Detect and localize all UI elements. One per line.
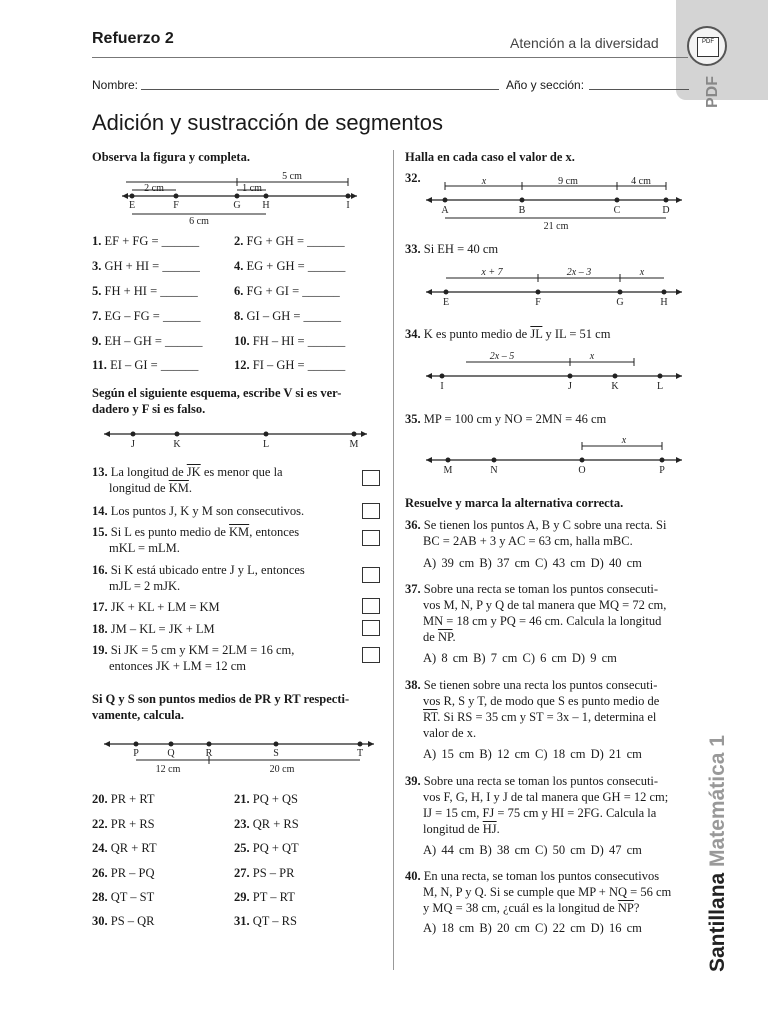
measure-21cm: 21 cm xyxy=(543,221,569,232)
exercise-29 xyxy=(234,890,295,905)
exercise-text: EG + GH = ______ xyxy=(246,259,346,273)
point-n xyxy=(492,458,497,463)
exercise-number: 4. xyxy=(234,259,244,273)
section-calcula-line1: Si Q y S son puntos medios de PR y RT respecti- xyxy=(92,692,350,706)
exercise-6 xyxy=(234,284,340,299)
question-text: vos M, N, P y Q de tal manera que MQ = 72 cm, xyxy=(423,598,667,612)
question-number: 39. xyxy=(405,774,421,788)
question-text: vos F, G, H, I y J de tal manera que GH = 12 cm; xyxy=(423,790,669,804)
label-n: N xyxy=(490,465,498,476)
question-16 xyxy=(92,562,305,594)
exercise-24 xyxy=(92,841,157,856)
arrow-left-icon xyxy=(426,373,432,379)
point-m xyxy=(446,458,451,463)
exercise-text: QR + RT xyxy=(110,841,157,855)
answer-box-18[interactable] xyxy=(362,620,380,636)
exercise-text: PQ + QS xyxy=(252,792,299,806)
exercise-20 xyxy=(92,792,155,807)
figure-abcd xyxy=(420,172,688,234)
label-m: M xyxy=(443,465,453,476)
exercise-number: 2. xyxy=(234,234,244,248)
label-i: I xyxy=(346,200,350,211)
question-39 xyxy=(405,773,668,837)
figure-efghi xyxy=(92,168,387,230)
pdf-badge-label: PDF xyxy=(697,37,719,57)
question-number: 33. xyxy=(405,242,421,256)
question-text: K es punto medio de xyxy=(423,327,531,341)
arrow-left-icon xyxy=(104,741,110,747)
question-number: 36. xyxy=(405,518,421,532)
point-q xyxy=(169,742,174,747)
measure-9cm: 9 cm xyxy=(558,176,578,187)
question-text: Si EH = 40 cm xyxy=(423,242,499,256)
question-number: 37. xyxy=(405,582,421,596)
question-text: IJ = 15 cm, FJ = 75 cm y HI = 2FG. Calcula la xyxy=(423,806,657,820)
label-h: H xyxy=(262,200,270,211)
section-observa: Observa la figura y completa. xyxy=(92,150,250,164)
question-33 xyxy=(405,242,498,257)
exercise-2 xyxy=(234,234,345,249)
label-k: K xyxy=(173,439,181,450)
point-p xyxy=(660,458,665,463)
point-b xyxy=(520,198,525,203)
exercise-number: 5. xyxy=(92,284,102,298)
exercise-text: FG + GH = ______ xyxy=(246,234,345,248)
exercise-text: FH + HI = ______ xyxy=(104,284,198,298)
arrow-left-icon xyxy=(104,431,110,437)
figure-efgh xyxy=(420,264,688,310)
label-h: H xyxy=(660,297,668,308)
question-text: mJL = 2 mJK. xyxy=(109,579,181,593)
exercise-number: 10. xyxy=(234,334,250,348)
label-s: S xyxy=(273,748,279,759)
section-resuelve: Resuelve y marca la alternativa correcta. xyxy=(405,496,624,510)
point-l xyxy=(264,432,269,437)
label-c: C xyxy=(613,205,621,216)
question-number: 13. xyxy=(92,465,108,479)
question-text: Se tienen sobre una recta los puntos consecuti- xyxy=(423,678,658,692)
measure-6cm: 6 cm xyxy=(189,216,209,227)
measure-20cm: 20 cm xyxy=(269,764,295,775)
question-text: mKL = mLM. xyxy=(109,541,180,555)
figure-pqrst xyxy=(92,734,382,776)
exercise-text: GI – GH = ______ xyxy=(246,309,342,323)
question-text: de xyxy=(423,630,438,644)
point-g xyxy=(618,290,623,295)
measure-4cm: 4 cm xyxy=(631,176,651,187)
exercise-text: QR + RS xyxy=(252,817,299,831)
brand-subject: Matemática 1 xyxy=(706,735,729,867)
question-text: vos R, S y T, de modo que S es punto medio de xyxy=(423,694,660,708)
measure-x: x xyxy=(621,435,627,446)
segment-np: $\overline{NP}$ xyxy=(617,901,634,915)
exercise-text: EG – FG = ______ xyxy=(104,309,201,323)
measure-12cm: 12 cm xyxy=(155,764,181,775)
exercise-number: 20. xyxy=(92,792,108,806)
label-j: J xyxy=(568,381,572,392)
options-40[interactable]: A) 18 cm B) 20 cm C) 22 cm D) 16 cm xyxy=(423,921,642,935)
label-q: Q xyxy=(167,748,175,759)
exercise-8 xyxy=(234,309,341,324)
question-15 xyxy=(92,524,299,556)
question-text: . xyxy=(496,822,500,836)
exercise-number: 23. xyxy=(234,817,250,831)
question-13 xyxy=(92,464,352,496)
point-k xyxy=(613,374,618,379)
question-number: 38. xyxy=(405,678,421,692)
measure-x: x xyxy=(481,176,487,187)
question-text: Sobre una recta se toman los puntos consecuti- xyxy=(423,774,659,788)
exercise-number: 3. xyxy=(92,259,102,273)
exercise-number: 25. xyxy=(234,841,250,855)
question-34 xyxy=(405,327,610,342)
question-36 xyxy=(405,517,666,549)
question-text: , entonces xyxy=(249,525,300,539)
options-39[interactable]: A) 44 cm B) 38 cm C) 50 cm D) 47 cm xyxy=(423,843,642,857)
arrow-left-icon xyxy=(426,197,432,203)
arrow-left-icon xyxy=(122,193,128,199)
measure-2x-minus-5: 2x – 5 xyxy=(489,351,515,362)
exercise-text: PR + RS xyxy=(110,817,155,831)
exercise-text: PS – PR xyxy=(252,866,295,880)
exercise-27 xyxy=(234,866,294,881)
arrow-right-icon xyxy=(351,193,357,199)
segment-jk: $\overline{JK}$ xyxy=(186,465,201,479)
exercise-12 xyxy=(234,358,345,373)
point-l xyxy=(658,374,663,379)
label-g: G xyxy=(233,200,241,211)
pdf-side-label: PDF xyxy=(704,76,721,108)
question-40 xyxy=(405,868,671,916)
exercise-text: PQ + QT xyxy=(252,841,299,855)
label-i: I xyxy=(440,381,444,392)
label-p: P xyxy=(133,748,139,759)
answer-box-15[interactable] xyxy=(362,530,380,546)
segment-km: $\overline{KM}$ xyxy=(229,525,250,539)
nombre-label: Nombre: xyxy=(92,78,139,92)
label-j: J xyxy=(131,439,135,450)
exercise-4 xyxy=(234,259,345,274)
question-text: MP = 100 cm y NO = 2MN = 46 cm xyxy=(423,412,607,426)
exercise-11 xyxy=(92,358,198,373)
question-text: Los puntos J, K y M son consecutivos. xyxy=(110,504,305,518)
exercise-3 xyxy=(92,259,200,274)
figure-ijkl xyxy=(420,348,688,394)
answer-box-19[interactable] xyxy=(362,647,380,663)
exercise-31 xyxy=(234,914,297,929)
label-l: L xyxy=(262,439,270,450)
measure-1cm: 1 cm xyxy=(242,183,262,194)
measure-2cm: 2 cm xyxy=(144,183,164,194)
exercise-9 xyxy=(92,334,203,349)
exercise-text: QT – RS xyxy=(252,914,297,928)
label-b: B xyxy=(518,205,526,216)
point-h xyxy=(264,194,269,199)
arrow-right-icon xyxy=(676,289,682,295)
arrow-right-icon xyxy=(676,373,682,379)
question-number: 18. xyxy=(92,622,108,636)
exercise-number: 12. xyxy=(234,358,250,372)
exercise-text: FG + GI = ______ xyxy=(246,284,340,298)
section-vf-line2: dadero y F si es falso. xyxy=(92,402,206,416)
point-j xyxy=(568,374,573,379)
label-l: L xyxy=(656,381,664,392)
segment-np: $\overline{NP}$ xyxy=(437,630,453,644)
exercise-number: 28. xyxy=(92,890,108,904)
segment-rt: $\overline{RT}$ xyxy=(423,710,438,724)
exercise-1 xyxy=(92,234,199,249)
question-text: entonces JK + LM = 12 cm xyxy=(109,659,246,673)
question-text: y IL = 51 cm xyxy=(542,327,611,341)
question-32-number xyxy=(405,171,421,186)
question-number: 19. xyxy=(92,643,108,657)
anio-label: Año y sección: xyxy=(506,78,585,92)
section-calcula-line2: vamente, calcula. xyxy=(92,708,184,722)
question-text: valor de x. xyxy=(423,726,477,740)
label-r: R xyxy=(205,748,213,759)
point-e xyxy=(130,194,135,199)
point-o xyxy=(580,458,585,463)
exercise-text: EF + FG = ______ xyxy=(104,234,200,248)
label-m: M xyxy=(349,439,359,450)
point-f xyxy=(174,194,179,199)
label-d: D xyxy=(662,205,670,216)
measure-5cm: 5 cm xyxy=(282,171,302,182)
segment-jl: $\overline{JL}$ xyxy=(530,327,543,341)
question-text: En una recta, se toman los puntos consecutivos xyxy=(423,869,660,883)
exercise-5 xyxy=(92,284,198,299)
question-number: 35. xyxy=(405,412,421,426)
question-number: 16. xyxy=(92,563,108,577)
question-14 xyxy=(92,503,304,519)
point-m xyxy=(352,432,357,437)
exercise-text: EI – GI = ______ xyxy=(110,358,199,372)
question-text: BC = 2AB + 3 y AC = 63 cm, halla mBC. xyxy=(423,534,633,548)
question-text: JM – KL = JK + LM xyxy=(110,622,215,636)
arrow-right-icon xyxy=(361,431,367,437)
section-vf-line1: Según el siguiente esquema, escribe V si es ver- xyxy=(92,386,342,400)
worksheet-subtitle: Atención a la diversidad xyxy=(510,35,659,51)
point-i xyxy=(440,374,445,379)
segment-hj: $\overline{HJ}$ xyxy=(482,822,497,836)
answer-box-17[interactable] xyxy=(362,598,380,614)
label-p: P xyxy=(659,465,665,476)
question-text: Si K está ubicado entre J y L, entonces xyxy=(110,563,305,577)
question-number: 15. xyxy=(92,525,108,539)
exercise-number: 24. xyxy=(92,841,108,855)
question-text: ? xyxy=(633,901,640,915)
label-t: T xyxy=(356,748,364,759)
question-number: 17. xyxy=(92,600,108,614)
point-f xyxy=(536,290,541,295)
question-text: M, N, P y Q. Si se cumple que MP + NQ = 56 cm xyxy=(423,885,672,899)
point-a xyxy=(443,198,448,203)
label-f: F xyxy=(535,297,541,308)
question-text: MN = 18 cm y PQ = 46 cm. Calcula la longitud xyxy=(423,614,662,628)
exercise-text: FI – GH = ______ xyxy=(252,358,346,372)
point-r xyxy=(207,742,212,747)
question-text: Se tienen los puntos A, B y C sobre una recta. Si xyxy=(423,518,667,532)
exercise-number: 31. xyxy=(234,914,250,928)
exercise-text: PS – QR xyxy=(110,914,155,928)
exercise-number: 9. xyxy=(92,334,102,348)
point-k xyxy=(175,432,180,437)
question-text: Si JK = 5 cm y KM = 2LM = 16 cm, xyxy=(110,643,295,657)
exercise-25 xyxy=(234,841,299,856)
label-f: F xyxy=(173,200,179,211)
point-c xyxy=(615,198,620,203)
label-e: E xyxy=(442,297,450,308)
options-37[interactable]: A) 8 cm B) 7 cm C) 6 cm D) 9 cm xyxy=(423,651,617,665)
exercise-text: PT – RT xyxy=(252,890,295,904)
exercise-number: 8. xyxy=(234,309,244,323)
question-17 xyxy=(92,599,220,615)
answer-box-16[interactable] xyxy=(362,567,380,583)
exercise-22 xyxy=(92,817,155,832)
exercise-number: 6. xyxy=(234,284,244,298)
label-k: K xyxy=(611,381,619,392)
exercise-number: 22. xyxy=(92,817,108,831)
options-36[interactable]: A) 39 cm B) 37 cm C) 43 cm D) 40 cm xyxy=(423,556,642,570)
arrow-right-icon xyxy=(676,197,682,203)
arrow-left-icon xyxy=(426,289,432,295)
exercise-30 xyxy=(92,914,155,929)
question-text: La longitud de xyxy=(110,465,187,479)
measure-x: x xyxy=(589,351,595,362)
exercise-text: GH + HI = ______ xyxy=(104,259,200,273)
question-text: longitud de xyxy=(109,481,169,495)
label-a: A xyxy=(441,205,449,216)
question-text: JK + KL + LM = KM xyxy=(110,600,220,614)
arrow-left-icon xyxy=(426,457,432,463)
point-h xyxy=(662,290,667,295)
answer-box-13[interactable] xyxy=(362,470,380,486)
question-number: 40. xyxy=(405,869,421,883)
measure-x: x xyxy=(639,267,645,278)
exercise-number: 29. xyxy=(234,890,250,904)
section-halla: Halla en cada caso el valor de x. xyxy=(405,150,575,164)
options-38[interactable]: A) 15 cm B) 12 cm C) 18 cm D) 21 cm xyxy=(423,747,642,761)
page-title: Adición y sustracción de segmentos xyxy=(92,110,443,135)
arrow-right-icon xyxy=(676,457,682,463)
exercise-text: PR – PQ xyxy=(110,866,155,880)
exercise-number: 26. xyxy=(92,866,108,880)
question-number: 34. xyxy=(405,327,421,341)
header-divider xyxy=(92,57,688,58)
question-text: es menor que la xyxy=(200,465,283,479)
question-37 xyxy=(405,581,666,645)
exercise-number: 27. xyxy=(234,866,250,880)
brand-label xyxy=(706,735,730,972)
pdf-icon[interactable] xyxy=(687,26,727,66)
question-number: 14. xyxy=(92,504,108,518)
worksheet-title: Refuerzo 2 xyxy=(92,30,174,47)
exercise-text: PR + RT xyxy=(110,792,155,806)
label-g: G xyxy=(616,297,624,308)
exercise-text: EH – GH = ______ xyxy=(104,334,203,348)
exercise-7 xyxy=(92,309,200,324)
exercise-21 xyxy=(234,792,298,807)
point-e xyxy=(444,290,449,295)
point-s xyxy=(274,742,279,747)
question-38 xyxy=(405,677,659,741)
point-j xyxy=(131,432,136,437)
question-18 xyxy=(92,621,215,637)
question-35 xyxy=(405,412,606,427)
exercise-28 xyxy=(92,890,154,905)
point-d xyxy=(664,198,669,203)
question-text: . Si RS = 35 cm y ST = 3x – 1, determina el xyxy=(437,710,657,724)
question-text: longitud de xyxy=(423,822,483,836)
question-19 xyxy=(92,642,294,674)
exercise-number: 11. xyxy=(92,358,107,372)
arrow-right-icon xyxy=(368,741,374,747)
question-text: Si L es punto medio de xyxy=(110,525,230,539)
anio-field[interactable] xyxy=(589,89,689,90)
exercise-10 xyxy=(234,334,345,349)
measure-2x-minus-3: 2x – 3 xyxy=(566,267,592,278)
point-i xyxy=(346,194,351,199)
label-e: E xyxy=(128,200,136,211)
column-divider xyxy=(393,150,394,970)
measure-x-plus-7: x + 7 xyxy=(481,267,503,278)
point-g xyxy=(235,194,240,199)
exercise-number: 30. xyxy=(92,914,108,928)
exercise-26 xyxy=(92,866,155,881)
question-text: Sobre una recta se toman los puntos consecuti- xyxy=(423,582,659,596)
exercise-number: 1. xyxy=(92,234,102,248)
exercise-text: FH – HI = ______ xyxy=(252,334,346,348)
exercise-23 xyxy=(234,817,299,832)
segment-km: $\overline{KM}$ xyxy=(168,481,189,495)
nombre-field[interactable] xyxy=(141,89,499,90)
figure-mnop xyxy=(420,432,688,480)
answer-box-14[interactable] xyxy=(362,503,380,519)
point-t xyxy=(358,742,363,747)
exercise-number: 21. xyxy=(234,792,250,806)
exercise-number: 7. xyxy=(92,309,102,323)
brand-name: Santillana xyxy=(706,872,729,972)
question-text: y MQ = 38 cm, ¿cuál es la longitud de xyxy=(423,901,618,915)
question-text: . xyxy=(188,481,192,495)
label-o: O xyxy=(578,465,586,476)
question-text: . xyxy=(452,630,456,644)
point-p xyxy=(134,742,139,747)
figure-jklm xyxy=(92,424,382,454)
question-number: 32. xyxy=(405,171,421,185)
exercise-text: QT – ST xyxy=(110,890,155,904)
